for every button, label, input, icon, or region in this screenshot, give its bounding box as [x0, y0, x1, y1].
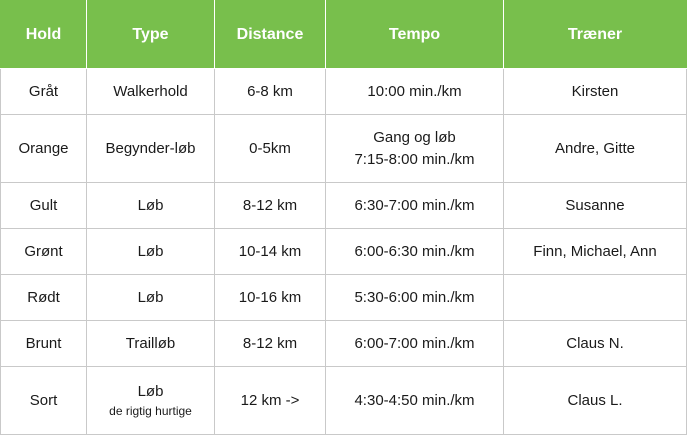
cell-type: Løb: [87, 275, 215, 321]
cell-tempo: 5:30-6:00 min./km: [326, 275, 504, 321]
header-distance: Distance: [215, 1, 326, 69]
cell-hold: Gult: [1, 183, 87, 229]
cell-distance: 0-5km: [215, 115, 326, 183]
cell-hold: Brunt: [1, 321, 87, 367]
table-row: [1, 321, 687, 367]
cell-distance: 10-16 km: [215, 275, 326, 321]
type-label: Løb: [137, 382, 164, 400]
table-row: [1, 367, 687, 435]
cell-type: [87, 367, 215, 435]
type-note: de rigtig hurtige: [109, 403, 192, 418]
cell-hold: Orange: [1, 115, 87, 183]
cell-hold: Grønt: [1, 229, 87, 275]
cell-type: Begynder-løb: [87, 115, 215, 183]
cell-trainer: [504, 275, 687, 321]
table-row: [1, 115, 687, 183]
table-row: [1, 183, 687, 229]
cell-type: Løb: [87, 183, 215, 229]
tempo-line-1: Gang og løb: [373, 128, 456, 146]
cell-trainer: Andre, Gitte: [504, 115, 687, 183]
cell-type: Trailløb: [87, 321, 215, 367]
cell-trainer: Susanne: [504, 183, 687, 229]
tempo-line-2: 7:15-8:00 min./km: [354, 150, 475, 168]
cell-hold: Sort: [1, 367, 87, 435]
cell-tempo: 6:00-6:30 min./km: [326, 229, 504, 275]
cell-tempo: [326, 115, 504, 183]
cell-distance: 10-14 km: [215, 229, 326, 275]
table-row: [1, 275, 687, 321]
cell-tempo: 4:30-4:50 min./km: [326, 367, 504, 435]
cell-trainer: Kirsten: [504, 69, 687, 115]
header-tempo: Tempo: [326, 1, 504, 69]
cell-trainer: Claus L.: [504, 367, 687, 435]
cell-distance: 8-12 km: [215, 321, 326, 367]
cell-hold: Gråt: [1, 69, 87, 115]
cell-distance: 12 km ->: [215, 367, 326, 435]
cell-distance: 6-8 km: [215, 69, 326, 115]
cell-trainer: Claus N.: [504, 321, 687, 367]
header-row: [1, 1, 687, 69]
cell-tempo: 10:00 min./km: [326, 69, 504, 115]
cell-tempo: 6:30-7:00 min./km: [326, 183, 504, 229]
cell-tempo: 6:00-7:00 min./km: [326, 321, 504, 367]
cell-type: Løb: [87, 229, 215, 275]
cell-type: Walkerhold: [87, 69, 215, 115]
table-row: [1, 69, 687, 115]
cell-distance: 8-12 km: [215, 183, 326, 229]
header-hold: Hold: [1, 1, 87, 69]
header-trainer: Træner: [504, 1, 687, 69]
header-type: Type: [87, 1, 215, 69]
cell-trainer: Finn, Michael, Ann: [504, 229, 687, 275]
table-row: [1, 229, 687, 275]
cell-hold: Rødt: [1, 275, 87, 321]
